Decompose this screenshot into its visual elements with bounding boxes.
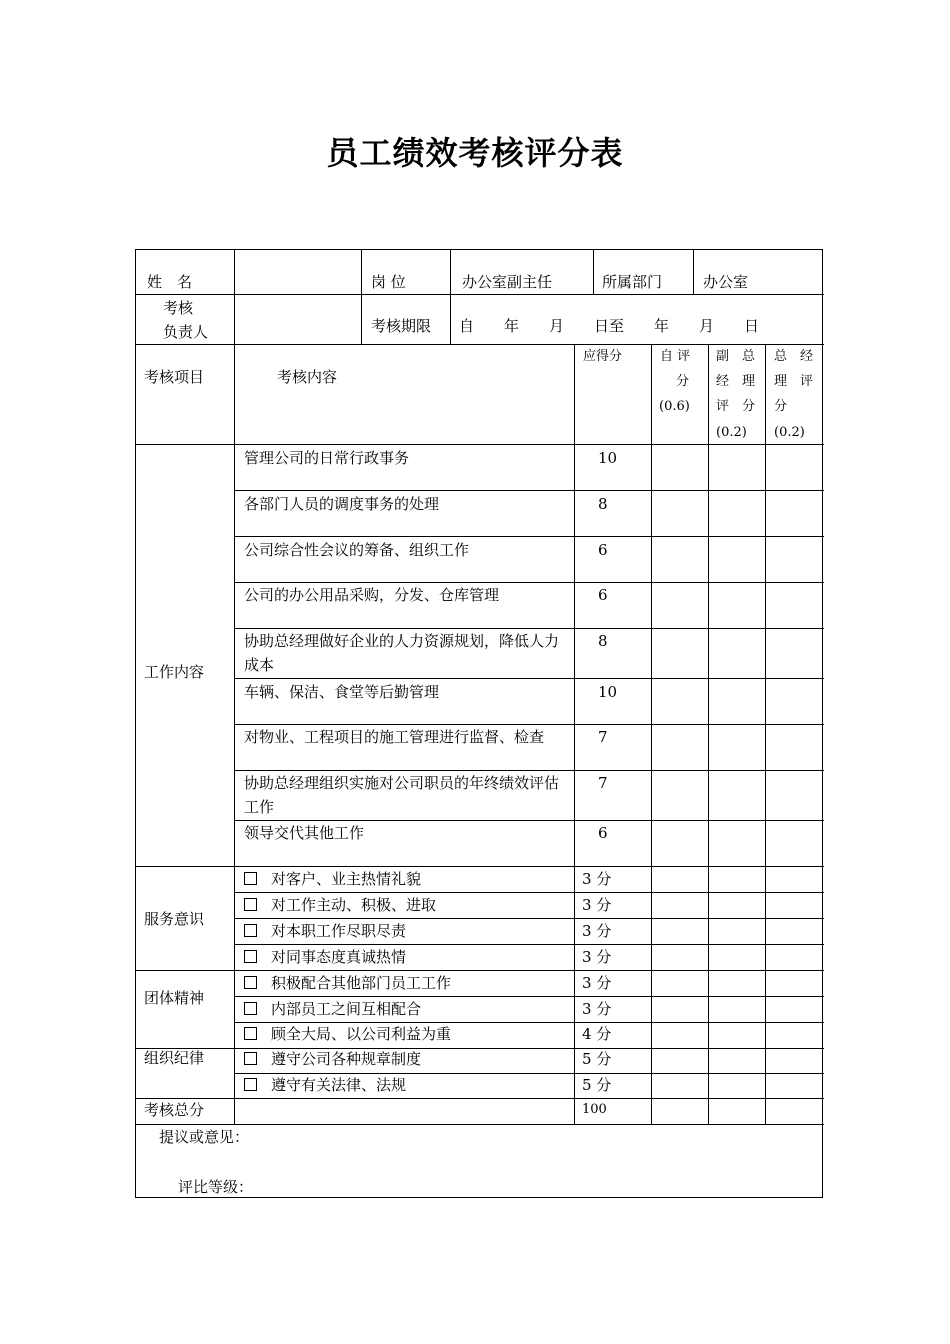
- list-item: 协助总经理组织实施对公司职员的年终绩效评估工作: [244, 774, 560, 816]
- list-item-label: 顾全大局、以公司利益为重: [271, 1025, 452, 1043]
- score-value: 5 分: [582, 1076, 612, 1094]
- column-vice-gm-score-header: 副 总: [716, 349, 756, 364]
- suggestion-label: 提议或意见：: [159, 1128, 250, 1146]
- checkbox[interactable]: [244, 1078, 257, 1091]
- page-title: 员工绩效考核评分表: [326, 134, 624, 172]
- reviewer-label: 考核: [163, 299, 194, 317]
- score-value: 3 分: [582, 1000, 612, 1018]
- checkbox[interactable]: [244, 898, 257, 911]
- position-label: 岗 位: [371, 273, 406, 291]
- column-gm-score-weight: (0.2): [774, 425, 805, 440]
- column-full-score-header: 应得分: [583, 349, 623, 364]
- list-item: [244, 1022, 451, 1046]
- column-gm-score-header-2: 理 评: [774, 374, 814, 389]
- period-value: 自 年 月 日至 年 月 日: [459, 317, 760, 335]
- list-item: 对物业、工程项目的施工管理进行监督、检查: [244, 728, 545, 746]
- column-self-score-header-2: 分: [676, 374, 690, 389]
- period-label: 考核期限: [371, 317, 432, 335]
- column-self-score-header: 自 评: [660, 349, 691, 364]
- discipline-category-label: 组织纪律: [144, 1049, 205, 1067]
- checkbox[interactable]: [244, 1027, 257, 1040]
- checkbox[interactable]: [244, 976, 257, 989]
- checkbox[interactable]: [244, 924, 257, 937]
- list-item-label: 内部员工之间互相配合: [271, 1000, 422, 1018]
- department-label: 所属部门: [602, 273, 663, 291]
- reviewer-label-2: 负责人: [163, 323, 209, 341]
- total-label: 考核总分: [144, 1101, 205, 1119]
- score-value: 6: [598, 824, 608, 842]
- score-value: 5 分: [582, 1050, 612, 1068]
- score-value: 3 分: [582, 948, 612, 966]
- list-item: [244, 997, 421, 1021]
- list-item-label: 积极配合其他部门员工工作: [271, 974, 452, 992]
- list-item-label: 对客户、业主热情礼貌: [271, 870, 422, 888]
- column-vice-gm-score-header-2: 经 理: [716, 374, 756, 389]
- list-item: 领导交代其他工作: [244, 824, 365, 842]
- column-vice-gm-score-weight: (0.2): [716, 425, 747, 440]
- list-item: [244, 1073, 406, 1097]
- checkbox[interactable]: [244, 1002, 257, 1015]
- score-value: 3 分: [582, 870, 612, 888]
- list-item: 车辆、保洁、食堂等后勤管理: [244, 683, 440, 701]
- list-item: 管理公司的日常行政事务: [244, 449, 410, 467]
- score-value: 3 分: [582, 896, 612, 914]
- score-value: 10: [598, 449, 618, 467]
- list-item: [244, 919, 406, 943]
- score-value: 7: [598, 728, 608, 746]
- score-value: 6: [598, 541, 608, 559]
- column-content-header: 考核内容: [277, 368, 338, 386]
- checkbox[interactable]: [244, 950, 257, 963]
- service-category-label: 服务意识: [144, 910, 205, 928]
- list-item: [244, 867, 421, 891]
- list-item: [244, 971, 451, 995]
- team-category-label: 团体精神: [144, 989, 205, 1007]
- column-vice-gm-score-header-3: 评 分: [716, 399, 756, 414]
- score-value: 8: [598, 632, 608, 650]
- column-gm-score-header-3: 分: [774, 399, 788, 414]
- score-value: 3 分: [582, 922, 612, 940]
- score-value: 10: [598, 683, 618, 701]
- list-item-label: 对工作主动、积极、进取: [271, 896, 437, 914]
- list-item-label: 遵守公司各种规章制度: [271, 1050, 422, 1068]
- list-item-label: 对同事态度真诚热情: [271, 948, 407, 966]
- grade-label: 评比等级：: [178, 1178, 254, 1196]
- column-self-score-weight: (0.6): [659, 399, 690, 414]
- list-item: [244, 893, 436, 917]
- total-score: 100: [582, 1102, 607, 1117]
- list-item: 协助总经理做好企业的人力资源规划，降低人力成本: [244, 632, 560, 674]
- list-item-label: 遵守有关法律、法规: [271, 1076, 407, 1094]
- score-value: 7: [598, 774, 608, 792]
- list-item: 公司综合性会议的筹备、组织工作: [244, 541, 470, 559]
- score-value: 8: [598, 495, 608, 513]
- column-item-header: 考核项目: [144, 368, 205, 386]
- checkbox[interactable]: [244, 1052, 257, 1065]
- list-item: 公司的办公用品采购，分发、仓库管理: [244, 586, 500, 604]
- work-category-label: 工作内容: [144, 663, 205, 681]
- checkbox[interactable]: [244, 872, 257, 885]
- list-item: [244, 945, 406, 969]
- column-gm-score-header: 总 经: [774, 349, 814, 364]
- department-value: 办公室: [703, 273, 749, 291]
- name-label: 姓 名: [147, 273, 193, 291]
- list-item: 各部门人员的调度事务的处理: [244, 495, 440, 513]
- list-item: [244, 1047, 421, 1071]
- score-value: 3 分: [582, 974, 612, 992]
- position-value: 办公室副主任: [462, 273, 553, 291]
- score-value: 4 分: [582, 1025, 612, 1043]
- list-item-label: 对本职工作尽职尽责: [271, 922, 407, 940]
- score-value: 6: [598, 586, 608, 604]
